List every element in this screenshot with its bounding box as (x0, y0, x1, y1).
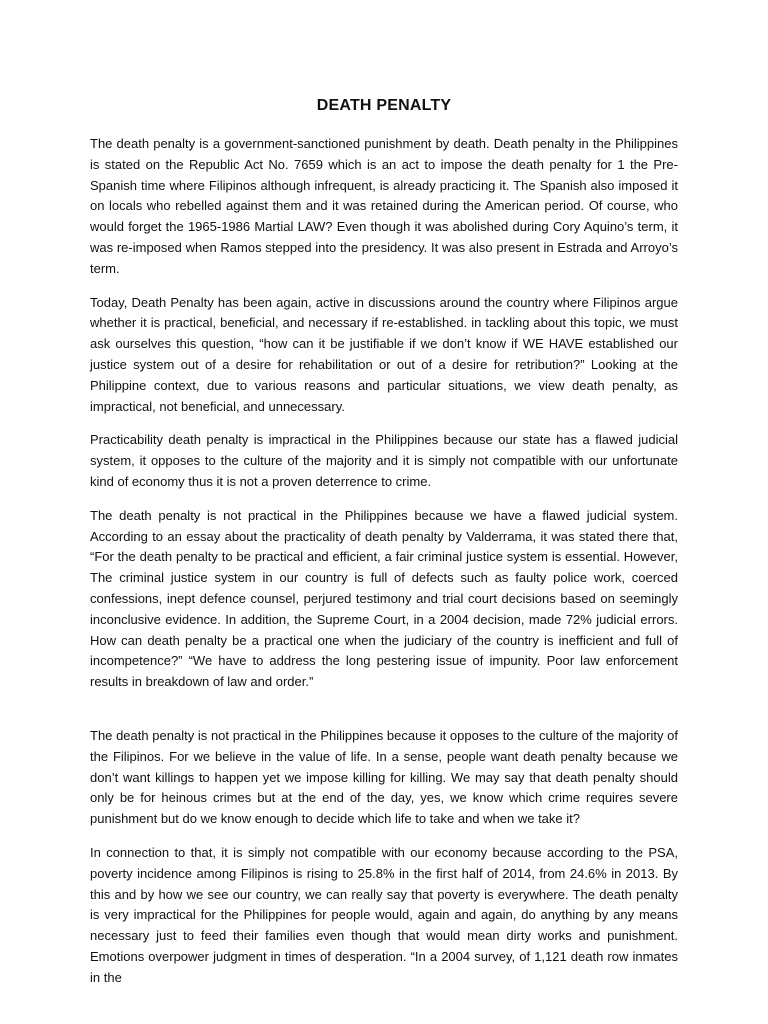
paragraph-today: Today, Death Penalty has been again, active in discussions around the country where Filipinos argue whether it is practical, beneficial, and necessary if re-established. in tackling about this topic, we must ask ourselves this question, “how can it be justifiable if we don’t know if WE HAVE established our justice system out of a desire for rehabilitation or out of a desire for retribution?” Looking at the Philippine context, due to various reasons and particular situations, we view death penalty, as impractical, not beneficial, and unnecessary. (90, 294, 678, 414)
paragraph-culture: The death penalty is not practical in the Philippines because it opposes to the culture of the majority of the Filipinos. For we believe in the value of life. In a sense, people want death penalty because we don’t want killings to happen yet we impose killing for killing. We may say that death penalty should only be for heinous crimes but at the end of the day, yes, we know which crime requires severe punishment but do we know enough to decide which life to take and when we take it? (90, 727, 678, 827)
document-title: DEATH PENALTY (316, 97, 452, 114)
paragraph-judicial-system: The death penalty is not practical in the Philippines because we have a flawed judicial system. According to an essay about the practicality of death penalty by Valderrama, it was stated there that, “For the death penalty to be practical and efficient, a fair criminal justice system is essential. However, The criminal justice system in our country is full of defects such as faulty police work, coerced confessions, inept defence counsel, perjured testimony and trial court decisions based on seemingly inconclusive evidence. In addition, the Supreme Court, in a 2004 decision, made 72% judicial errors. How can death penalty be a practical one when the judiciary of the country is inefficient and full of incompetence?” “We have to address the long pestering issue of impunity. Poor law enforcement results in breakdown of law and order.” (90, 507, 678, 690)
paragraph-practicability: Practicability death penalty is impractical in the Philippines because our state has a flawed judicial system, it opposes to the culture of the majority and it is simply not compatible with our unfortunate kind of economy thus it is not a proven deterrence to crime. (90, 432, 678, 489)
document-body (90, 134, 678, 1001)
paragraph-economy: In connection to that, it is simply not compatible with our economy because according to the PSA, poverty incidence among Filipinos is rising to 25.8% in the first half of 2014, from 24.6% in 2013. By this and by how we see our country, we can really say that poverty is everywhere. The death penalty is very impractical for the Philippines for people would, again and again, do anything by any means necessary just to feed their families even though that would mean dirty works and punishment. Emotions overpower judgment in times of desperation. “In a 2004 survey, of 1,121 death row inmates in the (90, 844, 678, 985)
paragraph-history: The death penalty is a government-sanctioned punishment by death. Death penalty in the Philippines is stated on the Republic Act No. 7659 which is an act to impose the death penalty for 1 the Pre-Spanish time where Filipinos although infrequent, is already practicing it. The Spanish also imposed it on locals who rebelled against them and it was retained during the American period. Of course, who would forget the 1965-1986 Martial LAW? Even though it was abolished during Cory Aquino’s term, it was re-imposed when Ramos stepped into the presidency. It was also present in Estrada and Arroyo’s term. (90, 136, 678, 276)
